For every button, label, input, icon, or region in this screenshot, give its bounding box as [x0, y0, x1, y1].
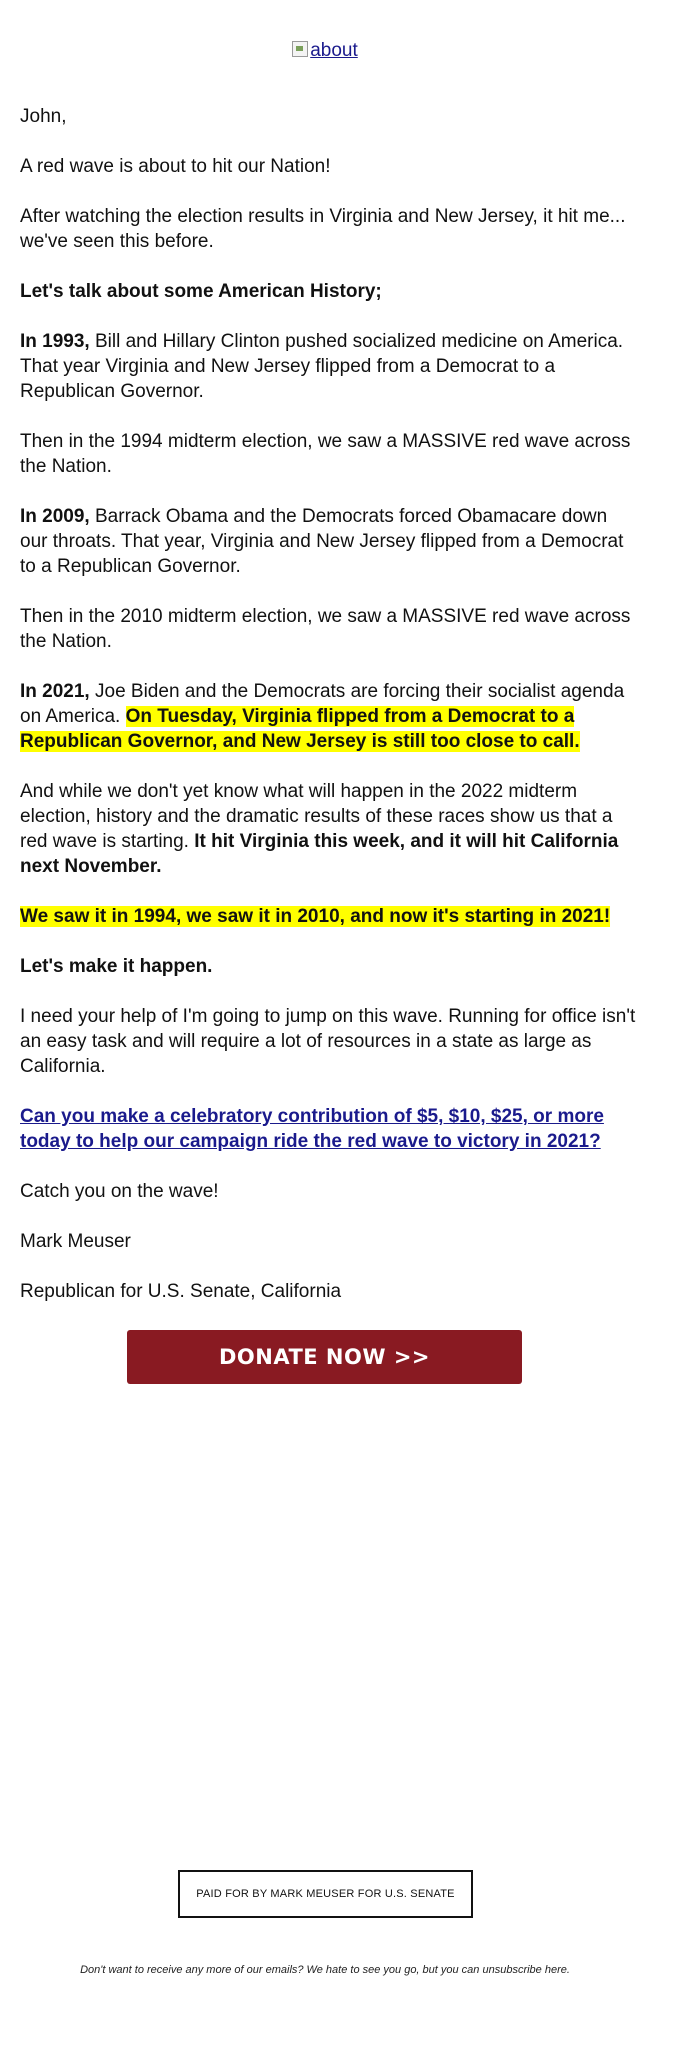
paragraph-need-help: I need your help of I'm going to jump on this wave. Running for office isn't an easy task and will require a lot of resources in a state as large as California.: [20, 1006, 636, 1077]
paragraph-1994: Then in the 1994 midterm election, we saw a MASSIVE red wave across the Nation.: [20, 431, 631, 477]
unsubscribe-footer[interactable]: [0, 1964, 650, 1976]
paragraph-we-saw-it: [20, 904, 638, 929]
paragraph-2010: Then in the 2010 midterm election, we saw a MASSIVE red wave across the Nation.: [20, 606, 631, 652]
greeting: John,: [20, 106, 67, 127]
header-image-alt: about: [310, 40, 358, 61]
signature-title: Republican for U.S. Senate, California: [20, 1281, 342, 1302]
paragraph-red-wave: A red wave is about to hit our Nation!: [20, 156, 331, 177]
signature-name: Mark Meuser: [20, 1231, 131, 1252]
header-image-link[interactable]: [292, 40, 358, 61]
unsubscribe-text[interactable]: Don't want to receive any more of our emails? We hate to see you go, but you can unsubscribe here.: [80, 1964, 570, 1976]
paragraph-2021-text: Joe Biden and the Democrats are forcing their socialist agenda on America.: [20, 681, 625, 727]
history-heading: Let's talk about some American History;: [20, 281, 382, 302]
year-2021-label: In 2021,: [20, 681, 90, 702]
donate-now-button[interactable]: [127, 1330, 522, 1384]
closing-line: Catch you on the wave!: [20, 1181, 219, 1202]
letter-body: [20, 104, 638, 1329]
paid-for-disclaimer: [178, 1870, 473, 1918]
broken-image-icon: [292, 41, 308, 57]
paragraph-2022-text: And while we don't yet know what will happen in the 2022 midterm election, history and the dramatic results of these races show us that a red wave is starting.: [20, 781, 613, 852]
highlight-virginia-flipped: On Tuesday, Virginia flipped from a Democrat to a Republican Governor, and New Jersey is still too close to call.: [20, 706, 580, 752]
paragraph-1993: [20, 329, 638, 404]
paragraph-2021: [20, 679, 638, 754]
highlight-we-saw-it: We saw it in 1994, we saw it in 2010, and now it's starting in 2021!: [20, 906, 611, 927]
donate-now-label: DONATE NOW >>: [218, 1345, 431, 1369]
paragraph-2009: [20, 504, 638, 579]
paragraph-history-heading: [20, 279, 638, 304]
header-image[interactable]: [0, 40, 650, 62]
paragraph-1993-text: Bill and Hillary Clinton pushed socialized medicine on America. That year Virginia and New Jersey flipped from a Democrat to a Republican Governor.: [20, 331, 624, 402]
paragraph-2022-midterm: [20, 779, 638, 879]
paid-for-text: PAID FOR BY MARK MEUSER FOR U.S. SENATE: [196, 1888, 455, 1900]
bold-hit-california: It hit Virginia this week, and it will hit California next November.: [20, 831, 619, 877]
year-2009-label: In 2009,: [20, 506, 90, 527]
bold-make-it-happen: Let's make it happen.: [20, 956, 213, 977]
paragraph-2009-text: Barrack Obama and the Democrats forced Obamacare down our throats. That year, Virginia and New Jersey flipped from a Democrat to a Republican Governor.: [20, 506, 624, 577]
year-1993-label: In 1993,: [20, 331, 90, 352]
paragraph-cta: [20, 1104, 638, 1154]
contribution-link[interactable]: Can you make a celebratory contribution of $5, $10, $25, or more today to help our campaign ride the red wave to victory in 2021?: [20, 1106, 604, 1152]
paragraph-make-it-happen: [20, 954, 638, 979]
paragraph-election-results: After watching the election results in Virginia and New Jersey, it hit me... we've seen this before.: [20, 206, 626, 252]
